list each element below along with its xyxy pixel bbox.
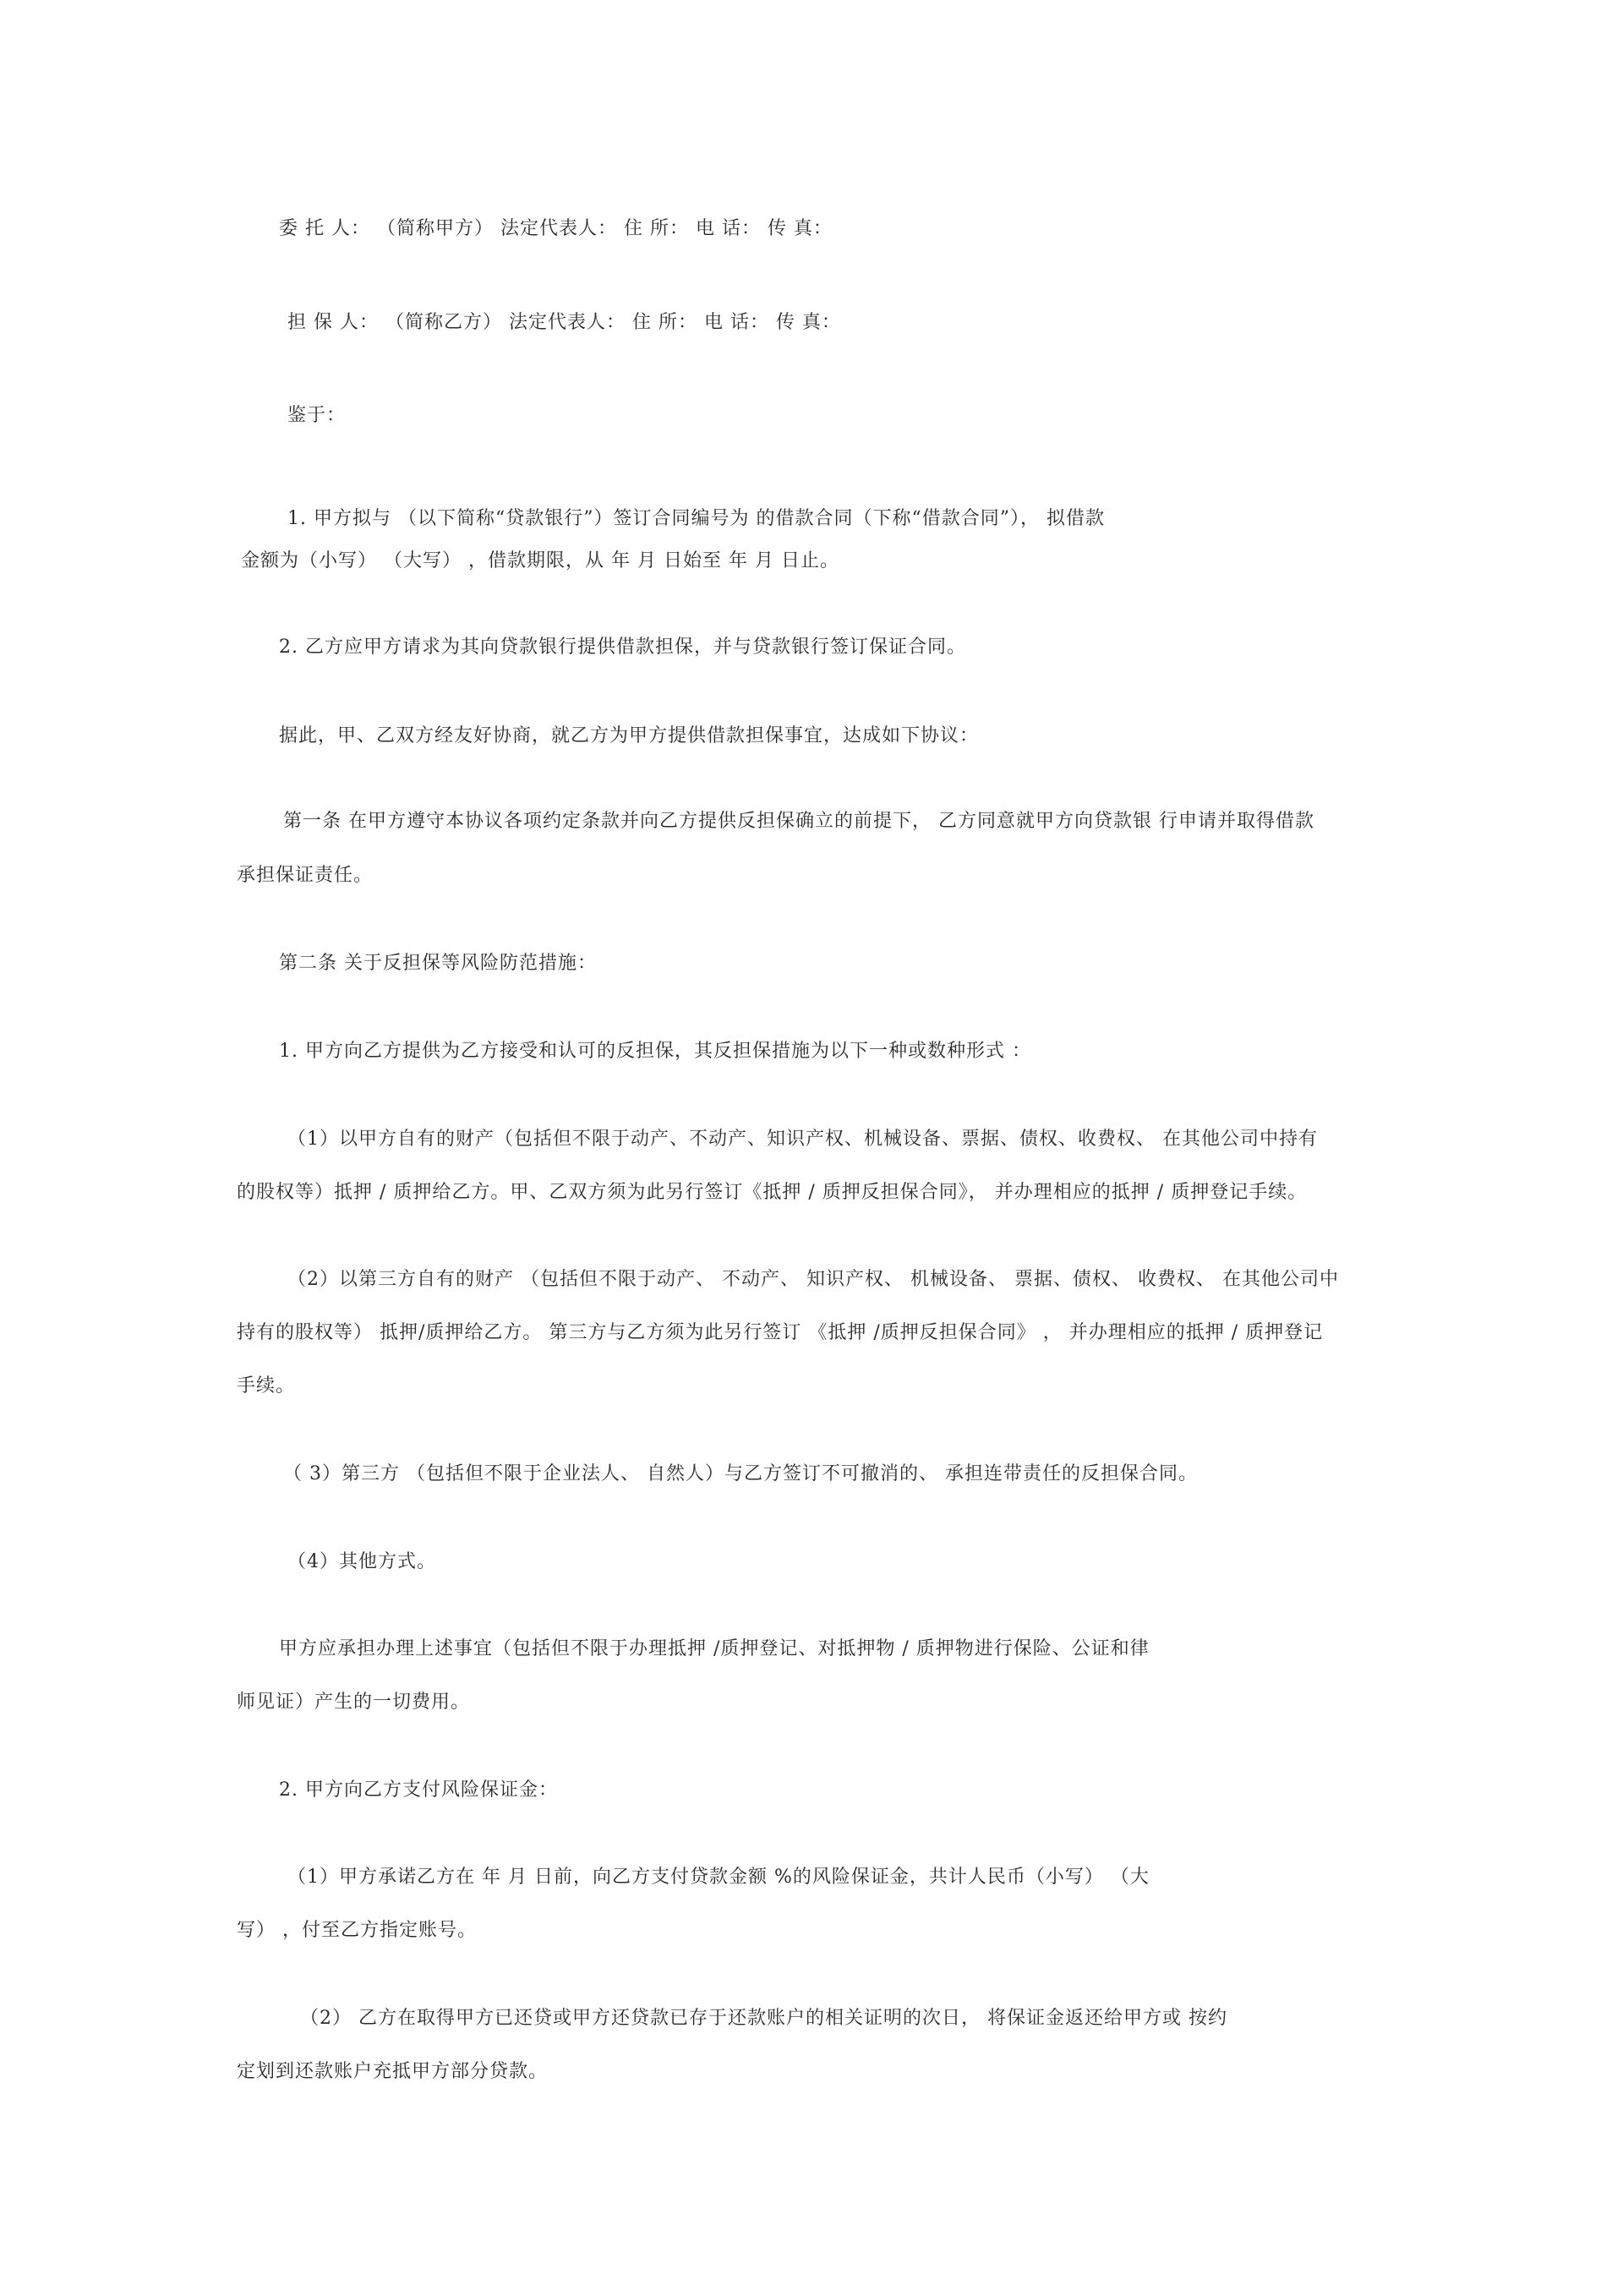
article-2-item-2-sub-1-line-2: 写） ，付至乙方指定账号。 [237, 1920, 477, 1941]
article-2-item-2-sub-2-line-2: 定划到还款账户充抵甲方部分贷款。 [237, 2061, 549, 2082]
article-2-sub-3: （ 3）第三方 （包括但不限于企业法人、 自然人）与乙方签订不可撤消的、 承担连带责任的反担保合同。 [283, 1463, 1198, 1484]
article-2-sub-4: （4）其他方式。 [287, 1551, 436, 1572]
fees-line-1: 甲方应承担办理上述事宜（包括但不限于办理抵押 /质押登记、对抵押物 / 质押物进行保险、公证和律 [279, 1638, 1150, 1659]
article-2-item-2: 2. 甲方向乙方支付风险保证金： [279, 1779, 558, 1801]
article-2-sub-2-line-2: 持有的股权等） 抵押/质押给乙方。 第三方与乙方须为此另行签订 《抵押 /质押反担保合同》 ， 并办理相应的抵押 / 质押登记 [237, 1322, 1324, 1343]
article-2-item-2-sub-2-line-1: （2） 乙方在取得甲方已还贷或甲方还贷款已存于还款账户的相关证明的次日， 将保证金返还给甲方或 按约 [300, 2008, 1227, 2029]
principal-party-line: 委 托 人： （简称甲方） 法定代表人： 住 所： 电 话： 传 真： [279, 218, 833, 239]
recital-2: 2. 乙方应甲方请求为其向贷款银行提供借款担保，并与贷款银行签订保证合同。 [279, 637, 966, 658]
article-1-line-1: 第一条 在甲方遵守本协议各项约定条款并向乙方提供反担保确立的前提下， 乙方同意就甲方向贷款银 行申请并取得借款 [283, 811, 1314, 832]
agreement-intro: 据此，甲、乙双方经友好协商，就乙方为甲方提供借款担保事宜，达成如下协议： [279, 725, 980, 746]
guarantor-party-line: 担 保 人： （简称乙方） 法定代表人： 住 所： 电 话： 传 真： [287, 312, 841, 333]
article-2-item-1: 1. 甲方向乙方提供为乙方接受和认可的反担保，其反担保措施为以下一种或数种形式 ： [279, 1041, 1031, 1062]
article-2-sub-2-line-3: 手续。 [237, 1375, 296, 1397]
article-2-sub-2-line-1: （2）以第三方自有的财产 （包括但不限于动产、 不动产、 知识产权、 机械设备、 票据、债权、 收费权、 在其他公司中 [287, 1269, 1339, 1290]
recital-1-line-1: 1. 甲方拟与 （以下简称“贷款银行”）签订合同编号为 的借款合同（下称“借款合同”）， 拟借款 [287, 508, 1105, 529]
recital-1-line-2: 金额为（小写） （大写） ，借款期限，从 年 月 日始至 年 月 日止。 [241, 550, 839, 571]
whereas-heading: 鉴于： [287, 405, 347, 426]
article-2-item-2-sub-1-line-1: （1）甲方承诺乙方在 年 月 日前，向乙方支付贷款金额 %的风险保证金，共计人民币（小写） （大 [287, 1867, 1150, 1888]
article-2-sub-1-line-2: 的股权等）抵押 / 质押给乙方。甲、乙双方须为此另行签订《抵押 / 质押反担保合同》， 并办理相应的抵押 / 质押登记手续。 [237, 1182, 1308, 1203]
article-2-title: 第二条 关于反担保等风险防范措施： [279, 953, 597, 974]
article-2-sub-1-line-1: （1）以甲方自有的财产（包括但不限于动产、不动产、知识产权、机械设备、票据、债权、收费权、 在其他公司中持有 [287, 1129, 1318, 1150]
fees-line-2: 师见证）产生的一切费用。 [237, 1692, 471, 1713]
article-1-line-2: 承担保证责任。 [237, 865, 374, 886]
